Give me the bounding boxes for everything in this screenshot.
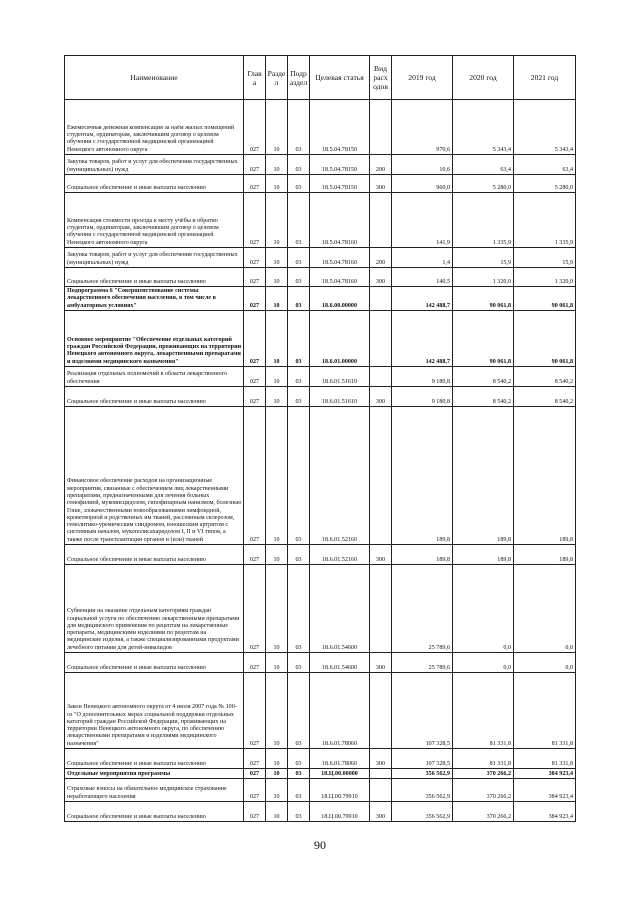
row-2020: 81 331,8 [453, 749, 514, 769]
row-vid: 300 [370, 387, 392, 407]
header-razdel: Разде л [266, 56, 288, 100]
row-glava: 027 [244, 545, 266, 565]
row-2021: 1 335,9 [514, 193, 576, 248]
row-razdel: 10 [266, 175, 288, 193]
table-row [65, 673, 576, 749]
row-2021: 384 923,4 [514, 779, 576, 802]
page-number: 90 [314, 838, 326, 852]
row-vid: 300 [370, 749, 392, 769]
row-name: Субвенции на оказание отдельным категориям граждан социальной услуги по обеспечению лекарственными препаратами для медицинского применения по рецептам на лекарственные препараты, медицинскими изделиями по рецептам на медицинские изделия, а также специализированными продуктами лечебного питания для детей-инвалидов [65, 565, 244, 653]
row-2021: 81 331,8 [514, 749, 576, 769]
row-2020: 370 266,2 [453, 769, 514, 779]
row-name: Финансовое обеспечение расходов на организационные мероприятия, связанные с обеспечением лиц лекарственными препаратами, предназначенными для лечения больных гемофилией, муковисцидозом, гипофизарным нанизмом, болезнью Гоше, злокачественными новообразованиями лимфоидной, кроветворной и родственных им тканей, рассеянным склерозом, гемолитико-уремическим синдромом, юношеским артритом с системным началом, мукополисахаридозом I, II и VI типов, а также после трансплантации органов и (или) тканей [65, 407, 244, 545]
row-glava: 027 [244, 673, 266, 749]
row-2020: 370 266,2 [453, 779, 514, 802]
row-target: 18.5.04.78150 [310, 100, 370, 155]
row-vid [370, 779, 392, 802]
header-vid: Вид расх одов [370, 56, 392, 100]
row-name: Социальное обеспечение и иные выплаты населению [65, 268, 244, 287]
row-2020: 5 280,0 [453, 175, 514, 193]
row-vid [370, 311, 392, 367]
row-2019: 356 562,9 [392, 779, 453, 802]
row-podrazdel: 03 [288, 367, 310, 387]
row-2021: 8 540,2 [514, 367, 576, 387]
row-2019: 356 562,9 [392, 802, 453, 822]
row-2021: 15,9 [514, 248, 576, 268]
row-podrazdel: 03 [288, 673, 310, 749]
header-glava: Глав а [244, 56, 266, 100]
row-name: Реализация отдельных полномочий в области лекарственного обеспечения [65, 367, 244, 387]
row-target: 18.6.01.52160 [310, 407, 370, 545]
header-2019: 2019 год [392, 56, 453, 100]
row-target: 18.6.01.78060 [310, 749, 370, 769]
row-razdel: 10 [266, 802, 288, 822]
row-2019: 25 789,6 [392, 653, 453, 673]
header-target: Целевая статья [310, 56, 370, 100]
header-row [65, 56, 576, 100]
row-2020: 5 343,4 [453, 100, 514, 155]
table-row [65, 779, 576, 802]
row-razdel: 10 [266, 769, 288, 779]
row-vid: 300 [370, 175, 392, 193]
row-podrazdel: 03 [288, 155, 310, 175]
row-target: 18.6.01.00000 [310, 311, 370, 367]
row-2021: 81 331,8 [514, 673, 576, 749]
row-2020: 189,8 [453, 407, 514, 545]
row-vid [370, 367, 392, 387]
row-razdel: 10 [266, 268, 288, 287]
row-name: Социальное обеспечение и иные выплаты населению [65, 802, 244, 822]
header-2021: 2021 год [514, 56, 576, 100]
row-vid [370, 100, 392, 155]
row-name: Основное мероприятие "Обеспечение отдельных категорий граждан Российской Федерации, проживающих на территории Ненецкого автономного округа, лекарственными препаратами и изделиями медицинского назначения" [65, 311, 244, 367]
row-2020: 1 320,0 [453, 268, 514, 287]
row-vid: 300 [370, 545, 392, 565]
row-2019: 140,5 [392, 268, 453, 287]
table-row [65, 100, 576, 155]
row-glava: 027 [244, 311, 266, 367]
row-podrazdel: 03 [288, 769, 310, 779]
row-podrazdel: 03 [288, 248, 310, 268]
row-2019: 356 562,9 [392, 769, 453, 779]
row-2019: 9 180,8 [392, 387, 453, 407]
row-vid: 200 [370, 155, 392, 175]
row-2019: 107 328,5 [392, 749, 453, 769]
table-body [65, 100, 576, 822]
row-2019: 189,8 [392, 545, 453, 565]
row-2021: 1 320,0 [514, 268, 576, 287]
row-target: 18.Ц.00.79910 [310, 802, 370, 822]
row-podrazdel: 03 [288, 749, 310, 769]
row-glava: 027 [244, 769, 266, 779]
row-2021: 90 061,8 [514, 311, 576, 367]
row-razdel: 10 [266, 565, 288, 653]
row-podrazdel: 03 [288, 311, 310, 367]
row-2021: 384 923,4 [514, 769, 576, 779]
row-glava: 027 [244, 779, 266, 802]
row-razdel: 10 [266, 155, 288, 175]
table-row [65, 268, 576, 287]
row-glava: 027 [244, 155, 266, 175]
row-name: Подпрограмма 6 "Совершенствование системы лекарственного обеспечения населения, в том числе в амбулаторных условиях" [65, 287, 244, 311]
table-row [65, 565, 576, 653]
row-target: 18.6.01.54600 [310, 653, 370, 673]
row-name: Социальное обеспечение и иные выплаты населению [65, 175, 244, 193]
row-target: 18.5.04.78150 [310, 155, 370, 175]
row-2021: 384 923,4 [514, 802, 576, 822]
row-vid [370, 769, 392, 779]
row-vid: 300 [370, 802, 392, 822]
row-razdel: 10 [266, 545, 288, 565]
row-podrazdel: 03 [288, 802, 310, 822]
table-row [65, 387, 576, 407]
row-2020: 1 335,9 [453, 193, 514, 248]
row-name: Ежемесячная денежная компенсация за наём жилых помещений студентам, ординаторам, заключившим договор о целевом обучении с государственной медицинской организацией Ненецкого автономного округа [65, 100, 244, 155]
row-podrazdel: 03 [288, 287, 310, 311]
row-name: Социальное обеспечение и иные выплаты населению [65, 653, 244, 673]
row-glava: 027 [244, 749, 266, 769]
row-name: Закупка товаров, работ и услуг для обеспечения государственных (муниципальных) нужд [65, 248, 244, 268]
row-2019: 107 328,5 [392, 673, 453, 749]
row-target: 18.6.00.00000 [310, 287, 370, 311]
row-target: 18.6.01.54600 [310, 565, 370, 653]
row-vid [370, 565, 392, 653]
table-row [65, 248, 576, 268]
row-2020: 0,0 [453, 565, 514, 653]
row-glava: 027 [244, 100, 266, 155]
row-2019: 9 180,8 [392, 367, 453, 387]
row-razdel: 10 [266, 407, 288, 545]
row-2019: 10,6 [392, 155, 453, 175]
row-glava: 027 [244, 268, 266, 287]
row-2021: 5 343,4 [514, 100, 576, 155]
row-name: Социальное обеспечение и иные выплаты населению [65, 749, 244, 769]
row-2019: 970,6 [392, 100, 453, 155]
row-2019: 960,0 [392, 175, 453, 193]
row-2021: 8 540,2 [514, 387, 576, 407]
row-2021: 189,8 [514, 545, 576, 565]
row-target: 18.5.04.78160 [310, 268, 370, 287]
row-podrazdel: 03 [288, 653, 310, 673]
row-razdel: 10 [266, 387, 288, 407]
row-2020: 189,8 [453, 545, 514, 565]
row-razdel: 10 [266, 367, 288, 387]
row-razdel: 10 [266, 779, 288, 802]
row-target: 18.5.04.78160 [310, 193, 370, 248]
table-row [65, 749, 576, 769]
row-podrazdel: 03 [288, 175, 310, 193]
header-2020: 2020 год [453, 56, 514, 100]
row-razdel: 10 [266, 193, 288, 248]
row-2020: 90 061,8 [453, 287, 514, 311]
row-vid [370, 673, 392, 749]
row-2019: 25 789,6 [392, 565, 453, 653]
row-name: Страховые взносы на обязательное медицинское страхование неработающего населения [65, 779, 244, 802]
row-glava: 027 [244, 175, 266, 193]
row-name: Социальное обеспечение и иные выплаты населению [65, 545, 244, 565]
row-2019: 142 488,7 [392, 311, 453, 367]
row-glava: 027 [244, 248, 266, 268]
row-name: Закон Ненецкого автономного округа от 4 июля 2007 года № 100-оз "О дополнительных мерах социальной поддержки отдельных категорий граждан Российской Федерации, проживающих на территории Ненецкого автономного округа, по обеспечению лекарственными препаратами и изделиями медицинского назначения" [65, 673, 244, 749]
row-2021: 90 061,8 [514, 287, 576, 311]
row-target: 18.5.04.78160 [310, 248, 370, 268]
row-razdel: 10 [266, 287, 288, 311]
row-2019: 141,9 [392, 193, 453, 248]
row-2020: 15,9 [453, 248, 514, 268]
row-razdel: 10 [266, 653, 288, 673]
row-2019: 189,8 [392, 407, 453, 545]
row-razdel: 10 [266, 248, 288, 268]
table-row [65, 287, 576, 311]
row-vid [370, 407, 392, 545]
row-target: 18.6.01.51610 [310, 387, 370, 407]
row-podrazdel: 03 [288, 268, 310, 287]
row-razdel: 10 [266, 673, 288, 749]
row-glava: 027 [244, 565, 266, 653]
row-name: Закупка товаров, работ и услуг для обеспечения государственных (муниципальных) нужд [65, 155, 244, 175]
row-glava: 027 [244, 653, 266, 673]
row-2020: 63,4 [453, 155, 514, 175]
row-2020: 370 266,2 [453, 802, 514, 822]
row-vid: 300 [370, 268, 392, 287]
row-name: Компенсация стоимости проезда к месту учёбы и обратно студентам, ординаторам, заключившим договор о целевом обучении с государственной медицинской организацией Ненецкого автономного округа [65, 193, 244, 248]
row-target: 18.6.01.78060 [310, 673, 370, 749]
row-2019: 1,4 [392, 248, 453, 268]
row-2020: 8 540,2 [453, 387, 514, 407]
row-target: 18.Ц.00.79910 [310, 779, 370, 802]
row-vid: 200 [370, 248, 392, 268]
row-glava: 027 [244, 387, 266, 407]
table-row [65, 407, 576, 545]
table-row [65, 367, 576, 387]
table-row [65, 653, 576, 673]
row-2020: 0,0 [453, 653, 514, 673]
row-razdel: 10 [266, 100, 288, 155]
header-podrazdel: Подр аздел [288, 56, 310, 100]
row-2020: 8 540,2 [453, 367, 514, 387]
row-vid [370, 287, 392, 311]
row-podrazdel: 03 [288, 387, 310, 407]
row-glava: 027 [244, 287, 266, 311]
row-2021: 63,4 [514, 155, 576, 175]
row-podrazdel: 03 [288, 100, 310, 155]
row-podrazdel: 03 [288, 545, 310, 565]
row-podrazdel: 03 [288, 193, 310, 248]
table-row [65, 545, 576, 565]
row-razdel: 10 [266, 311, 288, 367]
row-target: 18.5.04.78150 [310, 175, 370, 193]
table-row [65, 802, 576, 822]
row-glava: 027 [244, 802, 266, 822]
table-row [65, 193, 576, 248]
row-2021: 5 280,0 [514, 175, 576, 193]
table-row [65, 311, 576, 367]
row-name: Социальное обеспечение и иные выплаты населению [65, 387, 244, 407]
table-row [65, 155, 576, 175]
row-vid: 300 [370, 653, 392, 673]
row-target: 18.6.01.52160 [310, 545, 370, 565]
row-podrazdel: 03 [288, 779, 310, 802]
row-glava: 027 [244, 193, 266, 248]
row-2019: 142 488,7 [392, 287, 453, 311]
row-name: Отдельные мероприятия программы [65, 769, 244, 779]
row-2020: 90 061,8 [453, 311, 514, 367]
row-glava: 027 [244, 407, 266, 545]
row-razdel: 10 [266, 749, 288, 769]
budget-table [64, 55, 576, 822]
row-target: 18.6.01.51610 [310, 367, 370, 387]
row-vid [370, 193, 392, 248]
table-row [65, 769, 576, 779]
header-name: Наименование [65, 56, 244, 100]
row-2021: 189,8 [514, 407, 576, 545]
row-podrazdel: 03 [288, 407, 310, 545]
row-target: 18.Ц.00.00000 [310, 769, 370, 779]
row-podrazdel: 03 [288, 565, 310, 653]
table-row [65, 175, 576, 193]
row-2021: 0,0 [514, 653, 576, 673]
row-2021: 0,0 [514, 565, 576, 653]
row-2020: 81 331,8 [453, 673, 514, 749]
row-glava: 027 [244, 367, 266, 387]
